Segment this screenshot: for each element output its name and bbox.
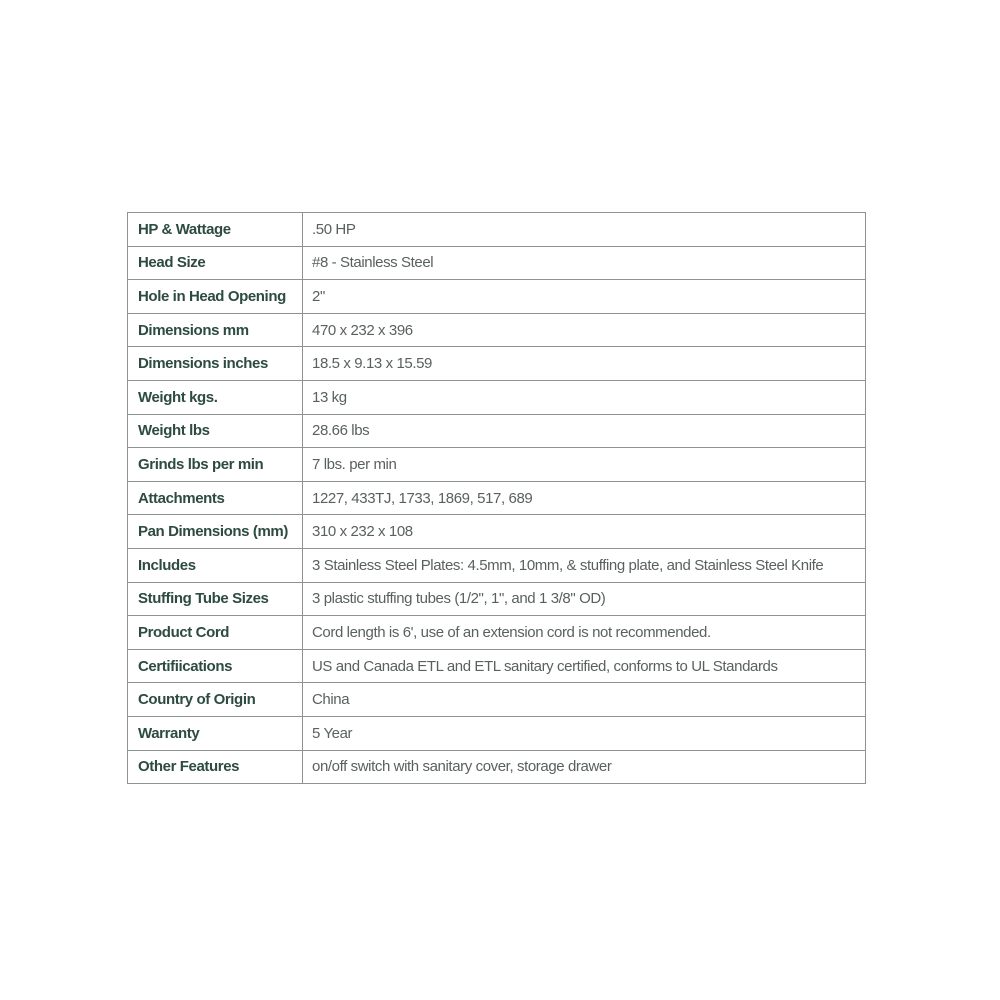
spec-row-warranty — [128, 717, 865, 751]
spec-value: 5 Year — [312, 724, 353, 742]
spec-label: Dimensions inches — [128, 347, 303, 380]
spec-row-dimensions-inches — [128, 347, 865, 381]
spec-row-other-features — [128, 751, 865, 784]
spec-label: Product Cord — [128, 616, 303, 649]
spec-label: HP & Wattage — [128, 213, 303, 246]
spec-value: 1227, 433TJ, 1733, 1869, 517, 689 — [312, 489, 533, 507]
spec-row-includes — [128, 549, 865, 583]
spec-label: Certifiications — [128, 650, 303, 683]
spec-row-grinds-lbs-per-min — [128, 448, 865, 482]
spec-label: Dimensions mm — [128, 314, 303, 347]
spec-label: Warranty — [128, 717, 303, 750]
spec-row-dimensions-mm — [128, 314, 865, 348]
spec-value: .50 HP — [312, 220, 356, 238]
spec-label: Stuffing Tube Sizes — [128, 583, 303, 616]
spec-label: Weight kgs. — [128, 381, 303, 414]
spec-row-attachments — [128, 482, 865, 516]
spec-value: US and Canada ETL and ETL sanitary certified, conforms to UL Standards — [312, 657, 778, 675]
spec-row-weight-kgs — [128, 381, 865, 415]
spec-label: Weight lbs — [128, 415, 303, 448]
spec-label: Pan Dimensions (mm) — [128, 515, 303, 548]
spec-row-pan-dimensions — [128, 515, 865, 549]
product-spec-table — [127, 212, 866, 784]
spec-row-weight-lbs — [128, 415, 865, 449]
spec-value: 3 Stainless Steel Plates: 4.5mm, 10mm, & stuffing plate, and Stainless Steel Knife — [312, 556, 824, 574]
spec-row-hp-wattage — [128, 213, 865, 247]
spec-row-product-cord — [128, 616, 865, 650]
spec-row-stuffing-tube-sizes — [128, 583, 865, 617]
spec-value: Cord length is 6', use of an extension cord is not recommended. — [312, 623, 711, 641]
spec-value: 3 plastic stuffing tubes (1/2", 1", and 1 3/8" OD) — [312, 590, 606, 608]
spec-row-certifications — [128, 650, 865, 684]
spec-label: Includes — [128, 549, 303, 582]
spec-value: 7 lbs. per min — [312, 455, 397, 473]
spec-value: 310 x 232 x 108 — [312, 523, 413, 541]
spec-row-hole-in-head-opening — [128, 280, 865, 314]
spec-label: Other Features — [128, 751, 303, 784]
spec-value: 2" — [312, 287, 325, 305]
spec-row-head-size — [128, 247, 865, 281]
spec-value: 470 x 232 x 396 — [312, 321, 413, 339]
spec-value: 13 kg — [312, 388, 347, 406]
spec-value: 18.5 x 9.13 x 15.59 — [312, 355, 432, 373]
spec-value: China — [312, 691, 350, 709]
spec-label: Hole in Head Opening — [128, 280, 303, 313]
spec-value: 28.66 lbs — [312, 422, 370, 440]
spec-label: Head Size — [128, 247, 303, 280]
spec-value: #8 - Stainless Steel — [312, 254, 434, 272]
spec-label: Grinds lbs per min — [128, 448, 303, 481]
spec-value: on/off switch with sanitary cover, storage drawer — [312, 758, 612, 776]
spec-label: Country of Origin — [128, 683, 303, 716]
spec-label: Attachments — [128, 482, 303, 515]
spec-row-country-of-origin — [128, 683, 865, 717]
